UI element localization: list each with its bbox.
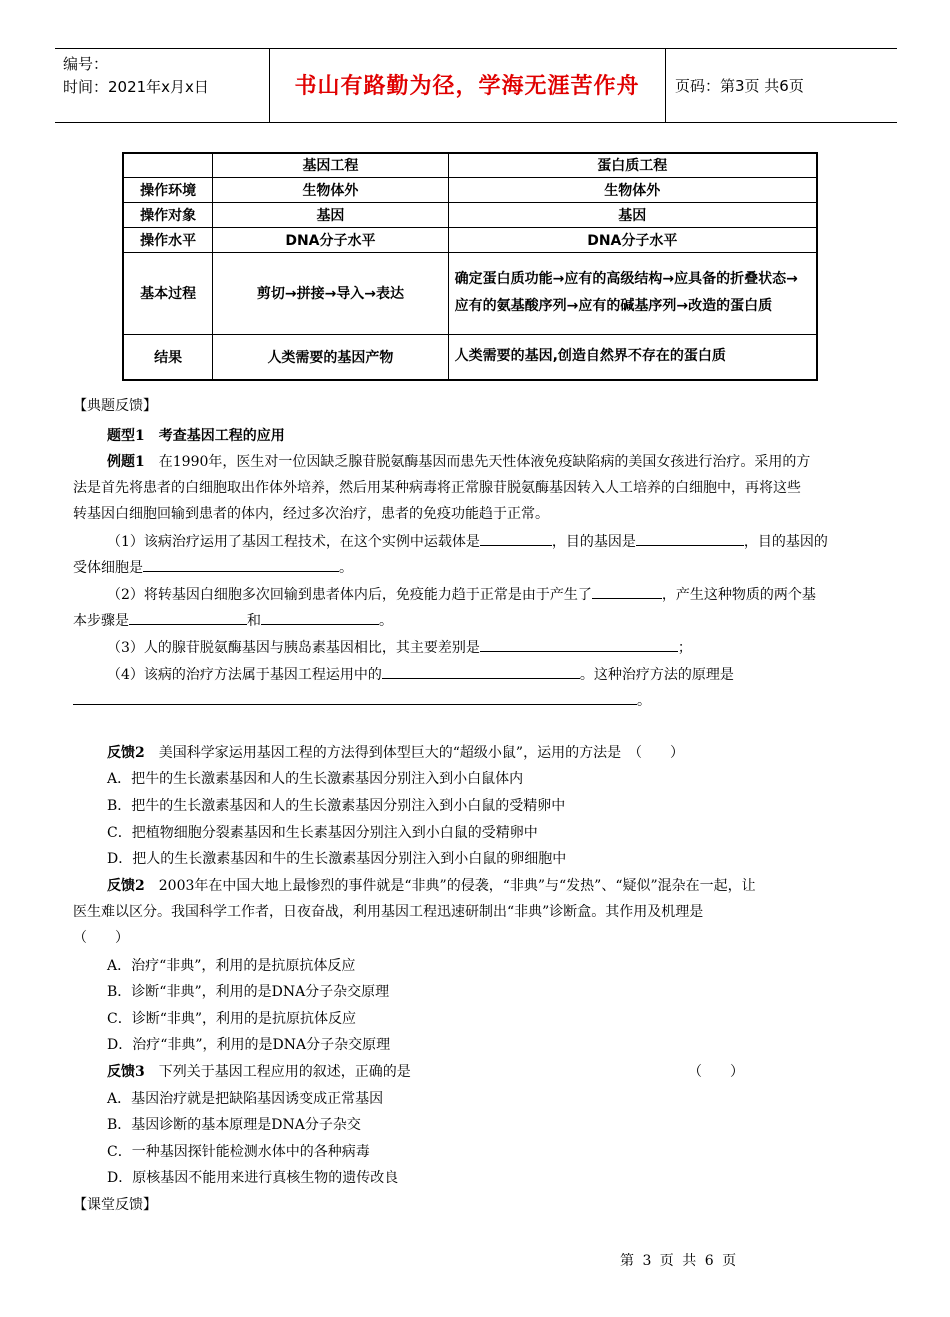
comparison-table [122,152,818,381]
option: D．原核基因不能用来进行真核生物的遗传改良 [107,1170,399,1186]
answer-blank[interactable] [129,610,247,625]
header-page-label: 页码：第3页 共6页 [675,77,804,95]
header-divider [665,49,666,122]
subquestion-3 [107,637,692,658]
time-label: 时间：2021年x月x日 [63,78,209,96]
row-label: 结果 [123,334,213,380]
text: 。 [379,613,393,629]
feedback-stem [107,1062,411,1082]
gene-cell: 人类需要的基因产物 [213,334,448,380]
option: D．治疗“非典”，利用的是DNA分子杂交原理 [107,1037,391,1053]
section-heading: 【典题反馈】 [73,398,157,414]
text: （4）该病的治疗方法属于基因工程运用中的 [107,667,382,683]
answer-blank[interactable] [73,690,637,705]
feedback-stem [107,743,684,763]
table-header-cell: 基因工程 [213,153,448,177]
answer-blank[interactable] [480,531,552,546]
option: B．基因诊断的基本原理是DNA分子杂交 [107,1117,361,1133]
subquestion-4-cont [73,690,651,711]
table-row [123,227,817,252]
gene-cell: 生物体外 [213,177,448,202]
row-label: 操作环境 [123,177,213,202]
text: 。 [339,560,353,576]
feedback-stem-cont: 医生难以区分。我国科学工作者，日夜奋战，利用基因工程迅速研制出“非典”诊断盒。其作用及机理是 [73,904,704,920]
option: C．一种基因探针能检测水体中的各种病毒 [107,1144,370,1160]
gene-cell: 基因 [213,202,448,227]
question-type-heading: 题型1 考查基因工程的应用 [107,428,285,444]
feedback-label: 反馈2 [107,745,145,761]
subquestion-1-cont [73,557,353,578]
protein-cell: 确定蛋白质功能→应有的高级结构→应具备的折叠状态→应有的氨基酸序列→应有的碱基序列→改造的蛋白质 [448,252,817,334]
option: C．把植物细胞分裂素基因和生长素基因分别注入到小白鼠的受精卵中 [107,825,538,841]
text: 2003年在中国大地上最惨烈的事件就是“非典”的侵袭，“非典”与“发热”、“疑似”混杂在一起，让 [158,878,756,894]
text: （1）该病治疗运用了基因工程技术，在这个实例中运载体是 [107,534,480,550]
option: C．诊断“非典”，利用的是抗原抗体反应 [107,1011,357,1027]
text: （2）将转基因白细胞多次回输到患者体内后，免疫能力趋于正常是由于产生了 [107,587,592,603]
option: B．诊断“非典”，利用的是DNA分子杂交原理 [107,984,390,1000]
subquestion-1 [107,531,828,552]
text: 美国科学家运用基因工程的方法得到体型巨大的“超级小鼠”，运用的方法是 （ ） [158,745,685,761]
table-row [123,202,817,227]
header-meta [63,53,209,99]
protein-cell: 生物体外 [448,177,817,202]
example-line: 转基因白细胞回输到患者的体内，经过多次治疗，患者的免疫功能趋于正常。 [73,506,549,522]
header-motto: 书山有路勤为径，学海无涯苦作舟 [294,74,640,99]
example-text: 在1990年，医生对一位因缺乏腺苷脱氨酶基因而患先天性体液免疫缺陷病的美国女孩进行治疗。采用的方 [158,454,811,470]
text: 本步骤是 [73,613,129,629]
row-label: 基本过程 [123,252,213,334]
text: 。这种治疗方法的原理是 [579,667,734,683]
number-label: 编号： [63,55,109,73]
text: ，目的基因的 [743,534,828,550]
subquestion-4 [107,664,734,685]
answer-blank[interactable] [261,610,379,625]
text: ，产生这种物质的两个基 [661,587,816,603]
answer-blank[interactable] [592,584,662,599]
answer-blank[interactable] [636,531,744,546]
subquestion-2-cont [73,610,393,631]
feedback-label: 反馈3 [107,1064,145,1080]
protein-cell: 基因 [448,202,817,227]
example-line: 法是首先将患者的白细胞取出作体外培养，然后用某种病毒将正常腺苷脱氨酶基因转入人工培养的白细胞中，再将这些 [73,480,801,496]
option: A．基因治疗就是把缺陷基因诱变成正常基因 [107,1091,384,1107]
example-label: 例题1 [107,454,145,470]
gene-cell: 剪切→拼接→导入→表达 [213,252,448,334]
feedback-stem [107,876,756,896]
text: ； [677,640,692,656]
text: （3）人的腺苷脱氨酶基因与胰岛素基因相比，其主要差别是 [107,640,480,656]
section-heading: 【课堂反馈】 [73,1197,157,1213]
row-label: 操作水平 [123,227,213,252]
table-row [123,177,817,202]
option: B．把牛的生长激素基因和人的生长激素基因分别注入到小白鼠的受精卵中 [107,798,566,814]
option: D．把人的生长激素基因和牛的生长激素基因分别注入到小白鼠的卵细胞中 [107,851,567,867]
table-header-row [123,153,817,177]
table-row [123,334,817,380]
text: 。 [637,693,651,709]
option: A．治疗“非典”，利用的是抗原抗体反应 [107,958,356,974]
answer-paren: （ ） [688,1064,744,1080]
page-header [55,48,897,123]
answer-blank[interactable] [382,664,580,679]
protein-cell: 人类需要的基因,创造自然界不存在的蛋白质 [448,334,817,380]
text: ，目的基因是 [551,534,636,550]
gene-cell: DNA分子水平 [213,227,448,252]
option: A．把牛的生长激素基因和人的生长激素基因分别注入到小白鼠体内 [107,771,524,787]
page-footer: 第 3 页 共 6 页 [620,1253,739,1269]
answer-blank[interactable] [480,637,678,652]
text: 下列关于基因工程应用的叙述，正确的是 [158,1064,411,1080]
table-row [123,252,817,334]
text: 受体细胞是 [73,560,143,576]
row-label: 操作对象 [123,202,213,227]
answer-paren: （ ） [73,930,129,946]
table-header-cell: 蛋白质工程 [448,153,817,177]
feedback-label: 反馈2 [107,878,145,894]
table-header-cell [123,153,213,177]
subquestion-2 [107,584,816,605]
protein-cell: DNA分子水平 [448,227,817,252]
example-line [107,452,810,472]
text: 和 [247,613,261,629]
answer-blank[interactable] [143,557,339,572]
